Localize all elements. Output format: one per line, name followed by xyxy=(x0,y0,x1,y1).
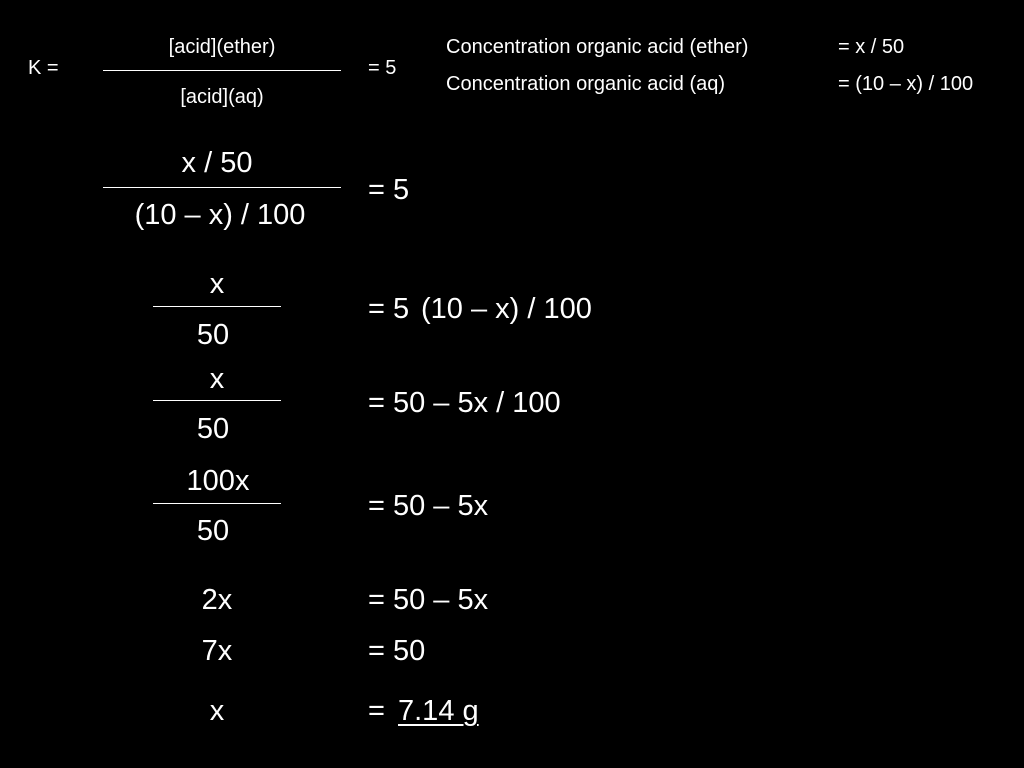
step1-denominator: (10 – x) / 100 xyxy=(134,199,306,231)
step4-fraction-bar xyxy=(153,503,281,504)
k-equals: = 5 xyxy=(368,57,397,79)
k-denominator: [acid](aq) xyxy=(180,86,264,108)
step5-rhs: = 50 – 5x xyxy=(368,584,489,616)
k-numerator: [acid](ether) xyxy=(168,36,276,58)
step7-lhs: x xyxy=(209,695,225,727)
step1-fraction-bar xyxy=(103,187,341,188)
step2-denominator: 50 xyxy=(196,319,230,351)
step4-rhs: = 50 – 5x xyxy=(368,490,489,522)
step6-lhs: 7x xyxy=(201,635,233,667)
step2-numerator: x xyxy=(209,268,225,300)
step4-denominator: 50 xyxy=(196,515,230,547)
definition-aq-label: Concentration organic acid (aq) xyxy=(446,73,726,95)
definition-aq-value: = (10 – x) / 100 xyxy=(838,73,974,95)
step1-rhs: = 5 xyxy=(368,174,410,206)
step1-numerator: x / 50 xyxy=(181,147,253,179)
step6-rhs: = 50 xyxy=(368,635,426,667)
k-label: K = xyxy=(28,57,59,79)
step2-rhs: (10 – x) / 100 xyxy=(421,293,592,325)
final-answer: 7.14 g xyxy=(398,695,479,727)
step7-rhs-prefix: = xyxy=(368,695,385,727)
step2-fraction-bar xyxy=(153,306,281,307)
definition-ether-label: Concentration organic acid (ether) xyxy=(446,36,749,58)
step4-numerator: 100x xyxy=(186,465,250,497)
step2-rhs-prefix: = 5 xyxy=(368,293,410,325)
step3-denominator: 50 xyxy=(196,413,230,445)
step3-numerator: x xyxy=(209,363,225,395)
step3-rhs: = 50 – 5x / 100 xyxy=(368,387,561,419)
step3-fraction-bar xyxy=(153,400,281,401)
k-fraction-bar xyxy=(103,70,341,71)
step5-lhs: 2x xyxy=(201,584,233,616)
definition-ether-value: = x / 50 xyxy=(838,36,905,58)
